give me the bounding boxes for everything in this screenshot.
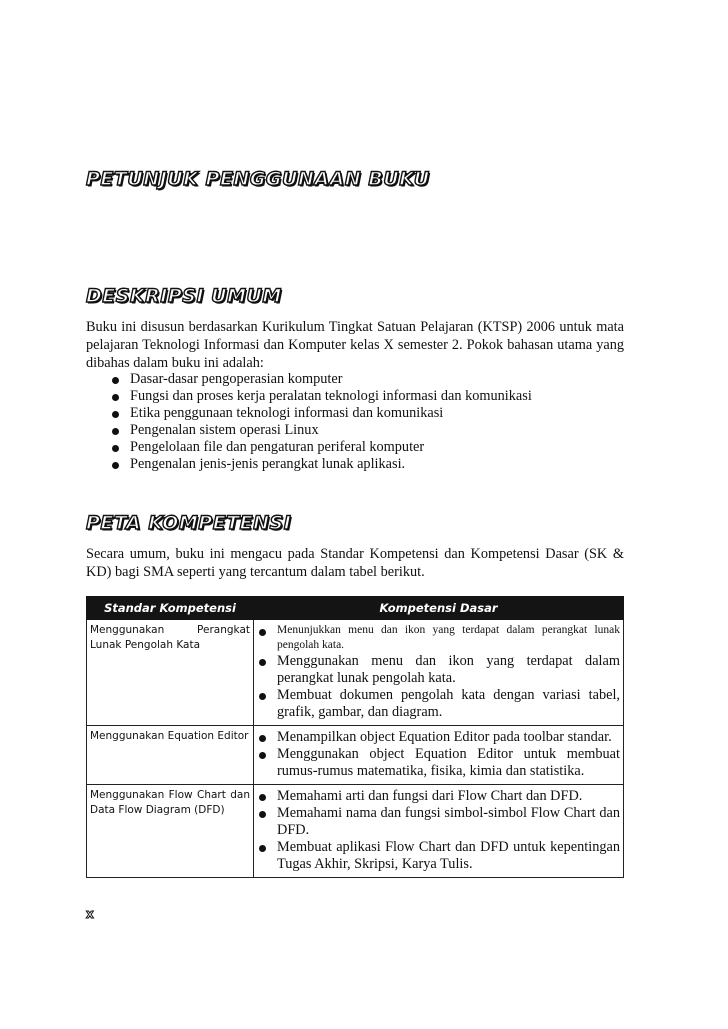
list-item: [104, 439, 532, 456]
list-item: [104, 371, 532, 388]
list-item-text: Etika penggunaan teknologi informasi dan komunikasi: [130, 405, 444, 421]
kd-item-text: Membuat dokumen pengolah kata dengan variasi tabel, grafik, gambar, dan diagram.: [277, 687, 620, 720]
list-item: [104, 422, 532, 439]
sk-cell: Menggunakan Perangkat Lunak Pengolah Kata: [87, 620, 254, 726]
sk-cell: Menggunakan Equation Editor: [87, 726, 254, 785]
kd-cell: [254, 785, 624, 878]
bullet-icon: [112, 445, 119, 452]
kompetensi-table: [86, 596, 624, 878]
kd-item-text: Membuat aplikasi Flow Chart dan DFD untuk kepentingan Tugas Akhir, Skripsi, Karya Tulis.: [277, 839, 620, 872]
bullet-icon: [259, 693, 266, 700]
kd-item: [257, 839, 620, 873]
bullet-icon: [112, 428, 119, 435]
bullet-icon: [259, 811, 266, 818]
column-header-kd: Kompetensi Dasar: [254, 597, 624, 620]
kd-item: [257, 805, 620, 839]
list-item-text: Pengelolaan file dan pengaturan periferal komputer: [130, 439, 425, 455]
page-number: x: [86, 907, 94, 921]
kd-item: [257, 746, 620, 780]
kd-item-text: Menggunakan object Equation Editor untuk membuat rumus-rumus matematika, fisika, kimia dan statistika.: [277, 746, 620, 779]
bullet-icon: [259, 794, 266, 801]
peta-paragraph: Secara umum, buku ini mengacu pada Standar Kompetensi dan Kompetensi Dasar (SK & KD) bagi SMA seperti yang tercantum dalam tabel berikut.: [86, 546, 624, 580]
table-row: [87, 726, 624, 785]
bullet-icon: [112, 462, 119, 469]
list-item-text: Pengenalan jenis-jenis perangkat lunak aplikasi.: [130, 456, 406, 472]
kd-cell: [254, 726, 624, 785]
deskripsi-paragraph: Buku ini disusun berdasarkan Kurikulum Tingkat Satuan Pelajaran (KTSP) 2006 untuk mata pelajaran Teknologi Informasi dan Komputer kelas X semester 2. Pokok bahasan utama yang dibahas dalam buku ini adalah:: [86, 319, 624, 371]
kd-item: [257, 687, 620, 721]
bullet-icon: [259, 629, 266, 636]
table-header-row: [87, 597, 624, 620]
page-title: PETUNJUK PENGGUNAAN BUKU: [86, 168, 430, 190]
bullet-icon: [259, 845, 266, 852]
kd-item-text: Menggunakan menu dan ikon yang terdapat dalam perangkat lunak pengolah kata.: [277, 653, 620, 686]
list-item: [104, 405, 532, 422]
bullet-icon: [259, 659, 266, 666]
list-item-text: Pengenalan sistem operasi Linux: [130, 422, 319, 438]
kd-item: [257, 788, 620, 805]
bullet-icon: [259, 752, 266, 759]
bullet-icon: [259, 735, 266, 742]
bullet-icon: [112, 411, 119, 418]
list-item: [104, 456, 532, 473]
section-heading-peta: PETA KOMPETENSI: [86, 512, 292, 534]
list-item: [104, 388, 532, 405]
list-item-text: Dasar-dasar pengoperasian komputer: [130, 371, 343, 387]
column-header-sk: Standar Kompetensi: [87, 597, 254, 620]
kd-item: [257, 623, 620, 653]
kd-item: [257, 729, 620, 746]
kd-cell: [254, 620, 624, 726]
kd-item-text: Menunjukkan menu dan ikon yang terdapat dalam perangkat lunak pengolah kata.: [277, 624, 620, 651]
table-row: [87, 785, 624, 878]
kd-item: [257, 653, 620, 687]
kd-item-text: Memahami arti dan fungsi dari Flow Chart dan DFD.: [277, 788, 583, 804]
kd-item-text: Memahami nama dan fungsi simbol-simbol Flow Chart dan DFD.: [277, 805, 620, 838]
sk-cell: Menggunakan Flow Chart dan Data Flow Diagram (DFD): [87, 785, 254, 878]
table-row: [87, 620, 624, 726]
list-item-text: Fungsi dan proses kerja peralatan teknologi informasi dan komunikasi: [130, 388, 532, 404]
section-heading-deskripsi: DESKRIPSI UMUM: [86, 285, 282, 307]
topic-list: [104, 371, 532, 473]
kd-item-text: Menampilkan object Equation Editor pada toolbar standar.: [277, 729, 612, 745]
bullet-icon: [112, 394, 119, 401]
bullet-icon: [112, 377, 119, 384]
